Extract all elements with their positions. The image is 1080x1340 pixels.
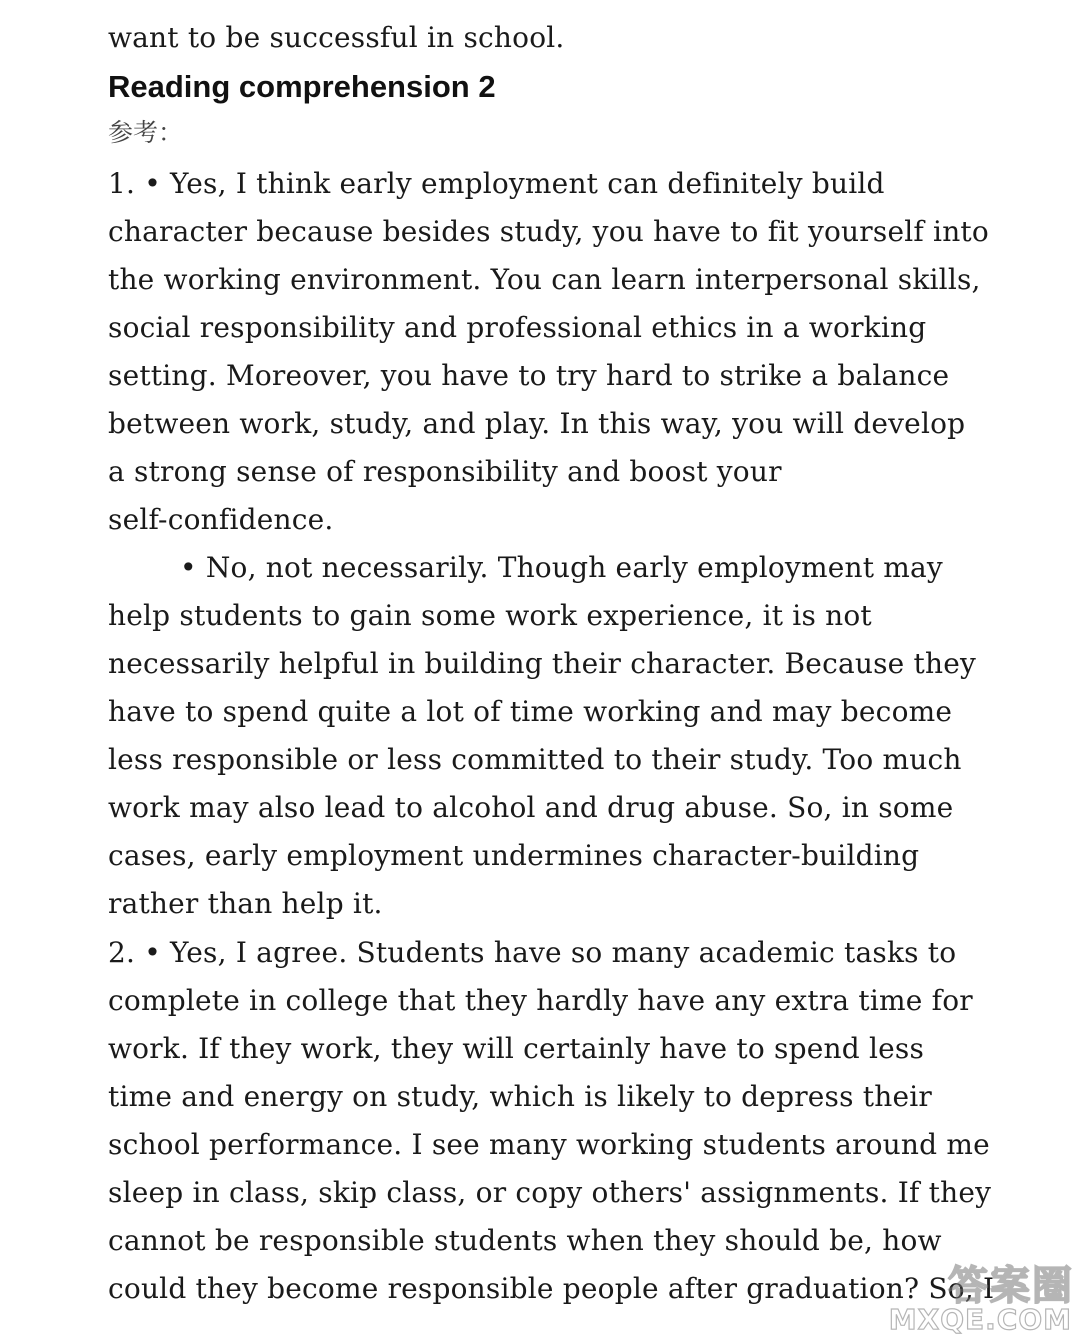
watermark-logo-text: 答案圈 <box>948 1263 1074 1309</box>
text-line: rather than help it. <box>108 887 383 920</box>
text-line: 2. • Yes, I agree. Students have so many academic tasks to <box>108 936 957 969</box>
text-line: social responsibility and professional ethics in a working <box>108 311 927 344</box>
text-line: work may also lead to alcohol and drug abuse. So, in some <box>108 791 954 824</box>
text-line: between work, study, and play. In this way, you will develop <box>108 407 966 440</box>
watermark-domain: MXQE.COM <box>888 1303 1072 1336</box>
reference-label: 参考： <box>108 118 184 147</box>
text-line: cases, early employment undermines character-building <box>108 839 920 872</box>
text-line: school performance. I see many working students around me <box>108 1128 990 1161</box>
text-line: setting. Moreover, you have to try hard to strike a balance <box>108 359 950 392</box>
text-line: character because besides study, you have to fit yourself into <box>108 215 989 248</box>
text-line: less responsible or less committed to their study. Too much <box>108 743 962 776</box>
text-line: sleep in class, skip class, or copy others' assignments. If they <box>108 1176 992 1209</box>
text-line: the working environment. You can learn interpersonal skills, <box>108 263 981 296</box>
text-line: want to be successful in school. <box>108 21 565 54</box>
text-line: self-confidence. <box>108 503 334 536</box>
text-line: a strong sense of responsibility and boost your <box>108 455 782 488</box>
site-watermark <box>884 1254 1074 1336</box>
text-line: cannot be responsible students when they should be, how <box>108 1224 942 1257</box>
text-line: work. If they work, they will certainly have to spend less <box>108 1032 925 1065</box>
section-heading: Reading comprehension 2 <box>108 69 496 104</box>
text-line: • No, not necessarily. Though early employment may <box>180 551 943 584</box>
text-line: 1. • Yes, I think early employment can definitely build <box>108 167 885 200</box>
text-line: time and energy on study, which is likely to depress their <box>108 1080 932 1113</box>
text-line: have to spend quite a lot of time working and may become <box>108 695 953 728</box>
text-line: help students to gain some work experience, it is not <box>108 599 872 632</box>
text-line: could they become responsible people after graduation? So, I <box>108 1272 995 1305</box>
text-line: necessarily helpful in building their character. Because they <box>108 647 976 680</box>
text-line: complete in college that they hardly have any extra time for <box>108 984 973 1017</box>
